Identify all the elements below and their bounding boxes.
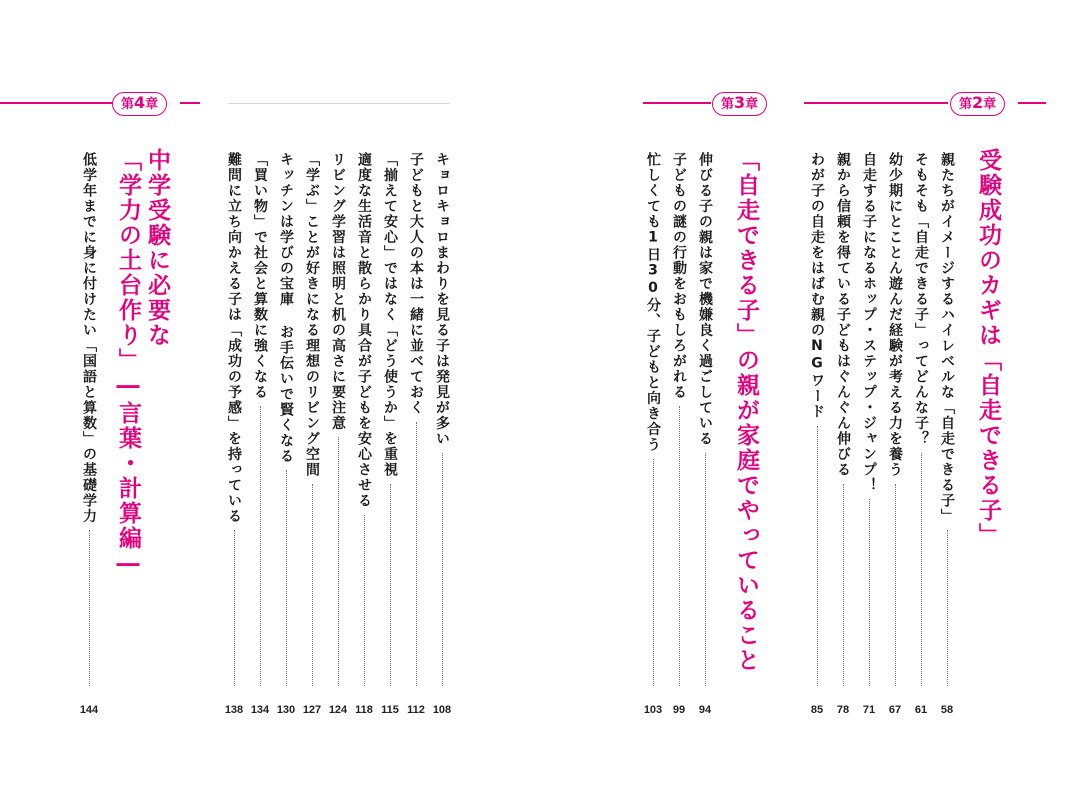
leader-dots <box>416 422 417 687</box>
toc-entry-title: 「学ぶ」ことが好きになる理想のリビング空間 <box>304 152 320 478</box>
leader-dots <box>817 426 818 687</box>
chapter4-rule-tail <box>180 102 200 104</box>
toc-page-number: 85 <box>810 704 824 716</box>
leader-dots <box>705 453 706 687</box>
toc-entry[interactable] <box>860 152 878 692</box>
toc-entry[interactable] <box>329 152 347 692</box>
leader-dots <box>869 499 870 686</box>
leader-dots <box>895 484 896 687</box>
toc-entry[interactable] <box>886 152 904 692</box>
toc-entry[interactable] <box>433 152 451 692</box>
chapter2-badge: 第2章 <box>950 92 1005 116</box>
chapter4-rule <box>0 102 115 104</box>
leader-dots <box>921 453 922 687</box>
chapter2-rule-tail <box>1018 102 1046 104</box>
toc-page-number: 144 <box>79 704 99 716</box>
toc-page-number: 130 <box>276 704 296 716</box>
toc-entry[interactable] <box>225 152 243 692</box>
toc-entry[interactable] <box>80 152 98 692</box>
toc-entry-title: 親たちがイメージするハイレベルな「自走できる子」 <box>939 152 955 524</box>
toc-entry-title: リビング学習は照明と机の高さに要注意 <box>330 152 346 431</box>
toc-entry[interactable] <box>834 152 852 692</box>
toc-entry-title: 忙しくても1日30分、子どもと向き合う <box>645 152 661 453</box>
toc-entry[interactable] <box>251 152 269 692</box>
toc-entry[interactable] <box>696 152 714 692</box>
toc-page-number: 61 <box>914 704 928 716</box>
leader-dots <box>286 470 287 686</box>
toc-entry-title: 自走する子になるホップ・ステップ・ジャンプ！ <box>861 152 877 493</box>
toc-page-number: 115 <box>381 704 399 716</box>
chapter4-heading-line1: 中学受験に必要な <box>144 148 170 348</box>
toc-entry[interactable] <box>303 152 321 692</box>
toc-entry-title: 子どもの謎の行動をおもしろがれる <box>671 152 687 400</box>
toc-page-number: 71 <box>862 704 876 716</box>
toc-entry[interactable] <box>277 152 295 692</box>
toc-entry-title: そもそも「自走できる子」ってどんな子？ <box>913 152 929 447</box>
leader-dots <box>312 484 313 687</box>
leader-dots <box>260 406 261 686</box>
right-page <box>546 0 1092 797</box>
toc-entry-title: 親から信頼を得ている子どもはぐんぐん伸びる <box>835 152 851 478</box>
toc-page-number: 94 <box>698 704 712 716</box>
toc-entry[interactable] <box>912 152 930 692</box>
toc-entry[interactable] <box>407 152 425 692</box>
toc-page-number: 99 <box>672 704 686 716</box>
leader-dots <box>89 530 90 686</box>
toc-entry[interactable] <box>644 152 662 692</box>
toc-entry-title: 適度な生活音と散らかり具合が子どもを安心させる <box>356 152 372 509</box>
chapter4-badge: 第4章 <box>112 92 167 116</box>
toc-entry-title: 「買い物」で社会と算数に強くなる <box>252 152 268 400</box>
toc-entry-title: 「揃えて安心」ではなく「どう使うか」を重視 <box>382 152 398 478</box>
leader-dots <box>442 453 443 687</box>
toc-entry[interactable] <box>355 152 373 692</box>
toc-entry-title: 難問に立ち向かえる子は「成功の予感」を持っている <box>226 152 242 524</box>
toc-page-number: 134 <box>250 704 270 716</box>
toc-page-number: 58 <box>940 704 954 716</box>
toc-entry[interactable] <box>381 152 399 692</box>
toc-page-number: 108 <box>432 704 452 716</box>
leader-dots <box>390 484 391 687</box>
chapter4-heading-line2: 「学力の土台作り」―言葉・計算編― <box>115 148 141 579</box>
toc-entry[interactable] <box>808 152 826 692</box>
toc-page-number: 67 <box>888 704 902 716</box>
toc-entry[interactable] <box>670 152 688 692</box>
toc-entry-title: キョロキョロまわりを見る子は発見が多い <box>434 152 450 447</box>
leader-dots <box>947 530 948 686</box>
leader-dots <box>653 459 654 687</box>
toc-entry[interactable] <box>938 152 956 692</box>
toc-page-number: 103 <box>643 704 663 716</box>
chapter2-heading: 受験成功のカギは「自走できる子」 <box>975 148 1001 548</box>
toc-page-number: 78 <box>836 704 850 716</box>
toc-entry-title: 低学年までに身に付けたい「国語と算数」の基礎学力 <box>81 152 97 524</box>
toc-page-number: 127 <box>302 704 322 716</box>
chapter3-badge: 第3章 <box>712 92 767 116</box>
chapter2-rule <box>804 102 948 104</box>
leader-dots <box>679 406 680 686</box>
leader-dots <box>843 484 844 687</box>
toc-entry-title: 幼少期にとことん遊んだ経験が考える力を養う <box>887 152 903 478</box>
chapter3-rule <box>643 102 711 104</box>
chapter3-continuation-rule <box>228 103 450 104</box>
toc-page-number: 124 <box>328 704 348 716</box>
leader-dots <box>364 515 365 687</box>
toc-entry-title: キッチンは学びの宝庫 お手伝いで賢くなる <box>278 152 294 464</box>
leader-dots <box>234 530 235 686</box>
toc-page-number: 112 <box>407 704 425 716</box>
toc-entry-title: 子どもと大人の本は一緒に並べておく <box>408 152 424 416</box>
toc-page-number: 138 <box>224 704 244 716</box>
toc-entry-title: 伸びる子の親は家で機嫌良く過ごしている <box>697 152 713 447</box>
chapter3-heading: 「自走できる子」の親が家庭でやっていること <box>733 148 759 673</box>
toc-entry-title: わが子の自走をはばむ親のNGワード <box>809 152 825 420</box>
leader-dots <box>338 437 339 686</box>
toc-page-number: 118 <box>355 704 373 716</box>
